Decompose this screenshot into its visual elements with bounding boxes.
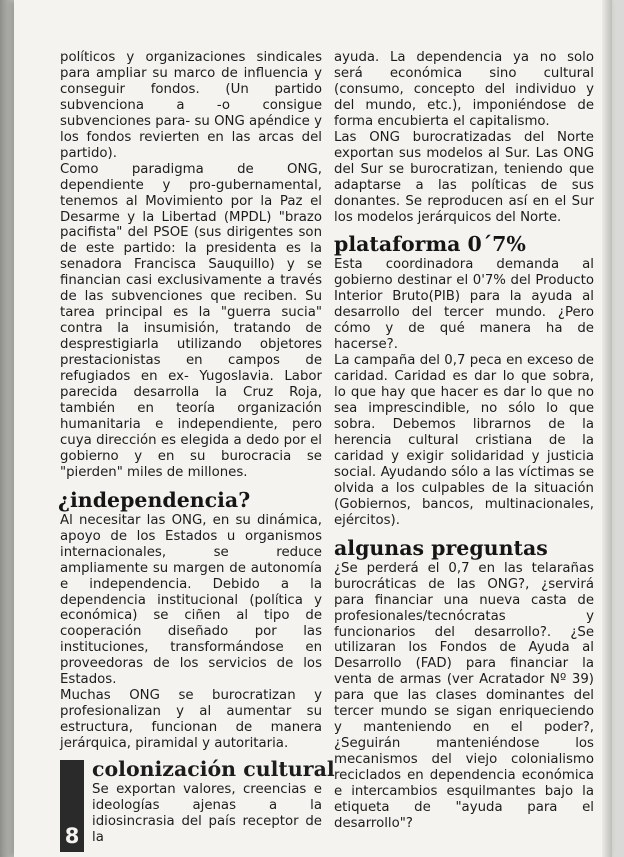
- right-paragraph-1: ayuda. La dependencia ya no solo será económica sino cultural (consumo, concepto del individuo y del mundo, etc.), imponiéndose de forma encubierta el capitalismo.: [334, 50, 594, 129]
- left-paragraph-4: Muchas ONG se burocratizan y profesionalizan y al aumentar su estructura, funcionan de manera jerárquica, piramidal y autoritaria.: [60, 688, 322, 752]
- right-paragraph-3: Esta coordinadora demanda al gobierno destinar el 0'7% del Producto Interior Bruto(PIB) para la ayuda al desarrollo del tercer mundo. ¿Pero cómo y de qué manera ha de hacerse?.: [334, 257, 594, 353]
- left-paragraph-3: Al necesitar las ONG, en su dinámica, apoyo de los Estados u organismos internacionales, se reduce ampliamente su margen de autonomía e independencia. Debido a la dependencia institucional (política y económica) se ciñen al tipo de cooperación diseñado por las instituciones, transformándose en proveedoras de los servicios de los Estados.: [60, 512, 322, 688]
- page-number: 8: [64, 824, 80, 848]
- right-paragraph-5: ¿Se perderá el 0,7 en las telarañas burocráticas de las ONG?, ¿servirá para financiar una nueva casta de profesionales/tecnócratas y funcionarios del desarrollo?. ¿Se utilizaran los Fondos de Ayuda al Desarrollo (FAD) para financiar la venta de armas (ver Acratador Nº 39) para que las clases dominantes del tercer mundo se sigan enriqueciendo y manteniendo en el poder?, ¿Seguirán manteniéndose los mecanismos del viejo colonialismo reciclados en dependencia económica e intercambios esquilmantes bajo la etiqueta de "ayuda para el desarrollo"?: [334, 560, 594, 831]
- heading-preguntas: algunas preguntas: [334, 535, 548, 560]
- right-paragraph-2: Las ONG burocratizadas del Norte exportan sus modelos al Sur. Las ONG del Sur se burocratizan, teniendo que adaptarse a las políticas de sus donantes. Se reproducen así en el Sur los modelos jerárquicos del Norte.: [334, 129, 594, 225]
- right-column: [334, 50, 594, 832]
- left-column: [60, 50, 322, 752]
- left-paragraph-2: Como paradigma de ONG, dependiente y pro-gubernamental, tenemos al Movimiento por la Paz el Desarme y la Libertad (MPDL) "brazo pacifista" del PSOE (sus dirigentes son de este partido: la presidenta es la senadora Francisca Sauquillo) y se financian casi exclusivamente a través de las subvenciones que reciben. Su tarea principal es la "guerra sucia" contra la insumisión, tratando de desprestigiarla utilizando objetores prestacionistas en campos de refugiados en ex- Yugoslavia. Labor parecida desarrolla la Cruz Roja, también en teoría organización humanitaria e independiente, pero cuya dirección es elegida a dedo por el gobierno y en su burocracia se "pierden" miles de millones.: [60, 161, 322, 480]
- page-number-box: [60, 760, 84, 852]
- left-paragraph-1: políticos y organizaciones sindicales para ampliar su marco de influencia y conseguir fondos. (Un partido subvenciona a -o consigue subvenciones para- su ONG apéndice y los fondos revierten en las arcas del partido).: [60, 50, 322, 161]
- left-paragraph-5: Se exportan valores, creencias e ideologías ajenas a la idiosincrasia del país receptor de la: [92, 782, 322, 845]
- page-edge: [602, 0, 612, 857]
- heading-colonizacion: colonización cultural: [92, 757, 335, 781]
- right-paragraph-4: La campaña del 0,7 peca en exceso de caridad. Caridad es dar lo que sobra, lo que hay que hacer es dar lo que no sea imprescindible, no sólo lo que sobra. Debemos librarnos de la herencia cultural cristiana de la caridad y exigir solidaridad y justicia social. Ayudando sólo a las víctimas se olvida a los culpables de la situación (Gobiernos, bancos, multinacionales, ejércitos).: [334, 353, 594, 528]
- spine-shadow: [0, 0, 14, 857]
- heading-plataforma: plataforma 0´7%: [334, 232, 526, 257]
- heading-independencia: ¿independencia?: [58, 487, 251, 512]
